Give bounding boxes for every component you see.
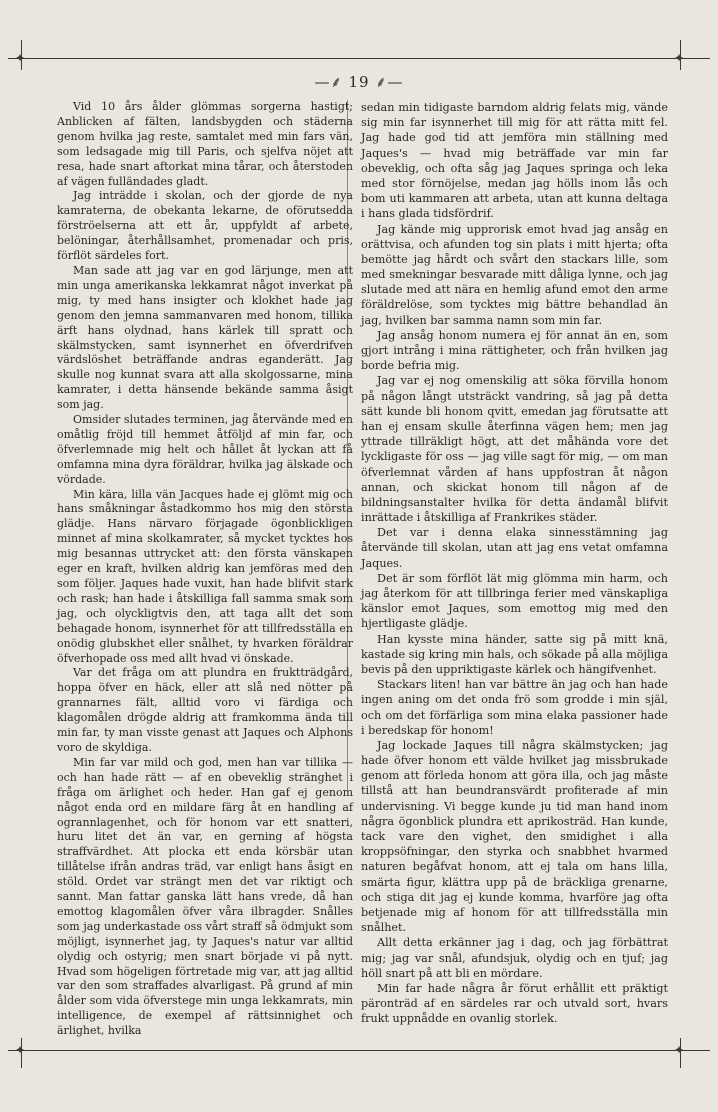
paragraph: Allt detta erkänner jag i dag, och jag förbättrat mig; jag var snål, afundsjuk, olydig och en tjuf; jag höll snart på att bli en mördare. xyxy=(361,936,668,980)
paragraph: Jag ansåg honom numera ej för annat än en, som gjort intrång i mina rättigheter, och från hvilken jag borde befria mig. xyxy=(361,328,668,373)
paragraph: Det var i denna elaka sinnesstämning jag återvände till skolan, utan att jag ens vetat omfamna Jaques. xyxy=(361,526,668,570)
paragraph: Jag var ej nog omenskilig att söka förvilla honom på någon långt utsträckt vandring, så jag på detta sätt kunde bli honom qvitt, emedan jag förutsatte att han ej ensam skulle återfinna vägen hem; men jag yttrade tillräkligt högt, att det måhända vore det lyckligaste för oss — jag ville sagt för mig, — om man öfverlemnat vården af hans uppfostran åt någon annan, och skickat honom till någon af de bildningsanstalter hvilka för detta ändamål blifvit inrättade i åtskilliga af Frankrikes städer. xyxy=(361,374,668,525)
corner-ornament-icon: ✦ xyxy=(674,1043,685,1057)
paragraph: Han kysste mina händer, satte sig på mitt knä, kastade sig kring min hals, och sökade på alla möjliga bevis på den uppriktigaste kärlek och hängifvenhet. xyxy=(361,632,668,676)
left-text-column xyxy=(57,100,353,1039)
paragraph: Vid 10 års ålder glömmas sorgerna hastigt; Anblicken af fälten, landsbygden och städerna genom hvilka jag reste, samtalet med min fars vän, som ledsagade mig till Paris, och sjelfva nöjet att resa, hade snart aftorkat mina tårar, och återstoden af vägen fulländades gladt. xyxy=(57,100,353,188)
right-text-column xyxy=(361,100,668,1026)
paragraph: Min far hade några år förut erhållit ett präktigt päronträd af en särdeles rar och utvald sort, hvars frukt uppnådde en ovanlig storlek. xyxy=(361,981,668,1026)
corner-ornament-icon: ✦ xyxy=(674,51,685,65)
top-border-line xyxy=(8,58,710,59)
paragraph: Jag lockade Jaques till några skälmstycken; jag hade öfver honom ett välde hvilket jag missbrukade genom att förleda honom att göra illa, och jag måste tillstå att han beundransvärdt profiterade af min undervisning. Vi begge kunde ju tid man hand inom några ögonblick plundra ett aprikosträd. Han kunde, tack vare den vighet, den smidighet i alla kroppsöfningar, den styrka och snabbhet hvarmed naturen begåfvat honom, att ej tala om hans lilla, smärta figur, klättra upp på de bräckliga grenarne, och stiga dit jag ej kunde komma, hvarföre jag ofta betjenade mig af honom för att tillfredsställa min snålhet. xyxy=(361,738,668,935)
paragraph: Det är som förflöt lät mig glömma min harm, och jag återkom för att tillbringa ferier med vänskapliga känslor emot Jaques, som emottog mig med den hjertligaste glädje. xyxy=(361,571,668,631)
paragraph: Man sade att jag var en god lärjunge, men att min unga amerikanska lekkamrat något inverkat på mig, ty med hans insigter och klokhet hade jag genom den jemna sammanvaren med honom, tillika ärft hans olydnad, hans kärlek till spratt och skälmstycken, samt isynnerhet en öfverdrifven värdslöshet beträffande andras eganderätt. Jag skulle nog kunnat svara att alla skolgossarne, mina kamrater, i detta hänsende bekände samma åsigt som jag. xyxy=(57,263,353,412)
corner-ornament-icon: ✦ xyxy=(15,1043,26,1057)
corner-ornament-icon: ✦ xyxy=(15,51,26,65)
paragraph: Stackars liten! han var bättre än jag och han hade ingen aning om det onda frö som grodde i min själ, och om det förfärliga som mina elaka passioner hade i beredskap för honom! xyxy=(361,678,668,737)
paragraph: Jag inträdde i skolan, och der gjorde de nya kamraterna, de obekanta lekarne, de oförutsedda förströelserna att ett år, uppfyldt af arbete, belöningar, återhållsamhet, promenadar och pris, förflöt särdeles fort. xyxy=(57,189,353,263)
paragraph: Var det fråga om att plundra en fruktträdgård, hoppa öfver en häck, eller att slå ned nötter på grannarnes fält, alltid voro vi färdiga och klagomålen drögde aldrig att framkomma ända till min far, ty man visste genast att Jaques och Alphons voro de skyldiga. xyxy=(57,666,353,754)
paragraph: Min far var mild och god, men han var tillika — och han hade rätt — af en obeveklig stränghet i fråga om ärlighet och heder. Han gaf ej genom något enda ord en mildare färg åt en handling af ogrannlagenhet, och för honom var ett snatteri, huru litet det än var, en gerning af högsta straffvärdhet. Att plocka ett enda körsbär utan tillåtelse ifrån andras träd, var enligt hans åsigt en stöld. Ordet var strängt men det var riktigt och sannt. Man fattar ganska lätt hans vrede, då han emottog klagomålen öfver våra ilbragder. Snålles som jag underkastade oss vårt straff så ödmjukt som möjligt, isynnerhet jag, ty Jaques's natur var alltid olydig och ostyrig; men snart började vi på nytt. Hvad som högeligen förtretade mig var, att jag alltid var den som straffades alvarligast. På grund af min ålder som vida öfverstege min unga lekkamrats, min intelligence, de exempel af rättsinnighet och ärlighet, hvilka xyxy=(57,755,353,1038)
paragraph: sedan min tidigaste barndom aldrig felats mig, vände sig min far isynnerhet till mig för att rätta mitt fel. Jag hade god tid att jemföra min ställning med Jaques's — hvad mig beträffade var min far obeveklig, och ofta såg jag Jaques springa och leka med stor förnöjelse, medan jag hölls inom lås och bom uti kammaren att arbeta, utan att kunna deltaga i hans glada tidsfördrif. xyxy=(361,101,668,221)
paragraph: Jag kände mig upprorisk emot hvad jag ansåg en orättvisa, och afunden tog sin plats i mitt hjerta; ofta bemötte jag hårdt och svårt den stackars lille, som med smekningar besvarade mitt dåliga lynne, och jag slutade med att nära en hemlig afund emot den arme föräldrelöse, som tycktes mig bättre behandlad än jag, hvilken bar samma namn som min far. xyxy=(361,222,668,327)
bottom-border-line xyxy=(8,1050,710,1051)
page-number-header: —⸙ 19 ⸙— xyxy=(314,73,404,91)
paragraph: Min kära, lilla vän Jacques hade ej glömt mig och hans småkningar åstadkommo hos mig den största glädje. Hans närvaro förjagade ögonblickligen minnet af mina skolkamrater, så mycket tycktes hos mig besannas uttrycket att: den första vänskapen eger en kraft, hvilken aldrig kan jemföras med den som följer. Jaques hade vuxit, han hade blifvit stark och rask; han hade i åtskilliga fall samma smak som jag, och olyckligtvis den, att taga allt det som behagade honom, isynnerhet för att tillfredsställa en onödig glubskhet eller snålhet, ty hvarken föräldrar öfverhopade oss med allt hvad vi önskade. xyxy=(57,487,353,665)
paragraph: Omsider slutades terminen, jag återvände med en omåtlig fröjd till hemmet åtföljd af min far, och öfverlemnade mig helt och hållet åt lyckan att få omfamna mina dyra föräldrar, hvilka jag älskade och vördade. xyxy=(57,413,353,486)
